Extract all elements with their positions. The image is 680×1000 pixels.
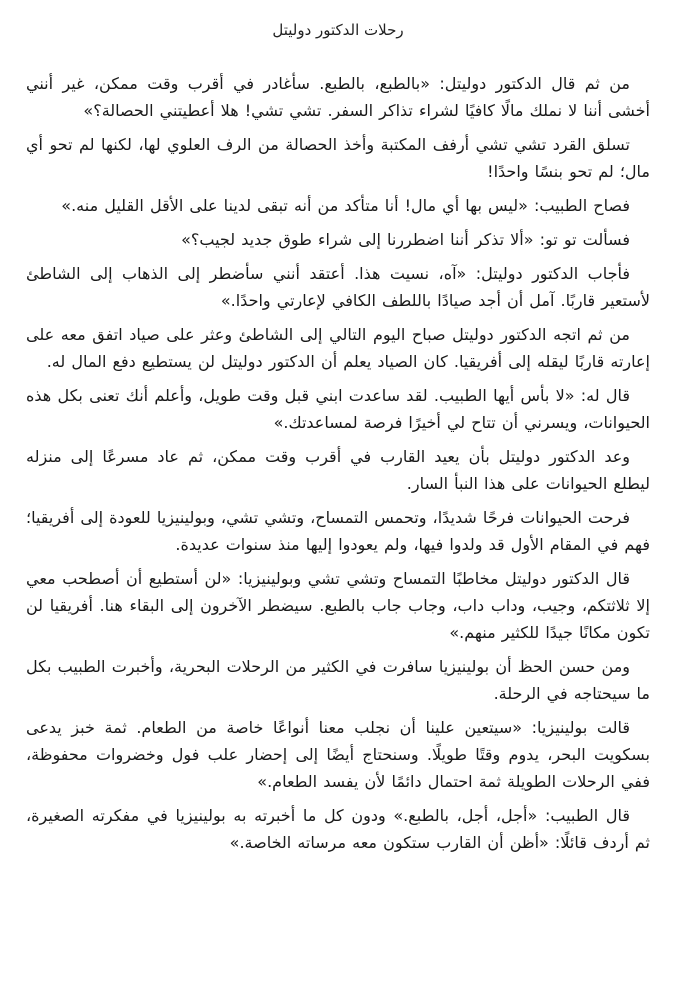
paragraph-11: ومن حسن الحظ أن بولينيزيا سافرت في الكثير من الرحلات البحرية، وأخبرت الطبيب بكل ما سيحتاجه في الرحلة.: [26, 657, 650, 703]
paragraph-7: قال له: «لا بأس أيها الطبيب. لقد ساعدت ابني قبل وقت طويل، وأعلم أنك تعنى بكل هذه الحيوانات، ويسرني أن تتاح لي أخيرًا فرصة لمساعدتك.»: [26, 386, 650, 432]
paragraph-9: فرحت الحيوانات فرحًا شديدًا، وتحمس التمساح، وتشي تشي، وبولينيزيا للعودة إلى أفريقيا؛ فهم في المقام الأول قد ولدوا فيها، ولم يعودوا إليها منذ سنوات عديدة.: [26, 508, 650, 554]
paragraph-4: فسألت تو تو: «ألا تذكر أننا اضطررنا إلى شراء طوق جديد لجيب؟»: [181, 230, 630, 249]
paragraph-8: وعد الدكتور دوليتل بأن يعيد القارب في أقرب وقت ممكن، ثم عاد مسرعًا إلى منزله ليطلع الحيوانات على هذا النبأ السار.: [26, 447, 650, 493]
paragraph-12: قالت بولينيزيا: «سيتعين علينا أن نجلب معنا أنواعًا خاصة من الطعام. ثمة خبز يدعى بسكويت البحر، يدوم وقتًا طويلًا. وسنحتاج أيضًا إلى إحضار علب فول وخضروات محفوظة، ففي الرحلات الطويلة ثمة احتمال دائمًا لأن يفسد الطعام.»: [26, 718, 650, 791]
body-text: [26, 70, 650, 856]
paragraph-3: فصاح الطبيب: «ليس بها أي مال! أنا متأكد من أنه تبقى لدينا على الأقل القليل منه.»: [61, 196, 630, 215]
paragraph-1: من ثم قال الدكتور دوليتل: «بالطبع، بالطبع. سأغادر في أقرب وقت ممكن، غير أنني أخشى أننا لا نملك مالًا كافيًا لشراء تذاكر السفر. تشي تشي! هلا أعطيتني الحصالة؟»: [26, 74, 650, 120]
paragraph-2: تسلق القرد تشي تشي أرفف المكتبة وأخذ الحصالة من الرف العلوي لها، لكنها لم تحو أي مال؛ لم تحو بنسًا واحدًا!: [26, 135, 650, 181]
paragraph-10: قال الدكتور دوليتل مخاطبًا التمساح وتشي تشي وبولينيزيا: «لن أستطيع أن أصطحب معي إلا ثلاثتكم، وجيب، وداب داب، وجاب جاب بالطبع. سيضطر الآخرون إلى البقاء هنا. أفريقيا لن تكون مكانًا جيدًا للكثير منهم.»: [26, 569, 650, 642]
paragraph-13: قال الطبيب: «أجل، أجل، بالطبع.» ودون كل ما أخبرته به بولينيزيا في مفكرته الصغيرة، ثم أردف قائلًا: «أظن أن القارب ستكون معه مرساته الخاصة.»: [26, 806, 650, 852]
paragraph-5: فأجاب الدكتور دوليتل: «آه، نسيت هذا. أعتقد أنني سأضطر إلى الذهاب إلى الشاطئ لأستعير قاربًا. آمل أن أجد صيادًا باللطف الكافي لإعارتي واحدًا.»: [26, 264, 650, 310]
running-header: رحلات الدكتور دوليتل: [272, 21, 404, 39]
paragraph-6: من ثم اتجه الدكتور دوليتل صباح اليوم التالي إلى الشاطئ وعثر على صياد اتفق معه على إعارته قاربًا ليقله إلى أفريقيا. كان الصياد يعلم أن الدكتور دوليتل لن يستطيع دفع المال له.: [26, 325, 650, 371]
